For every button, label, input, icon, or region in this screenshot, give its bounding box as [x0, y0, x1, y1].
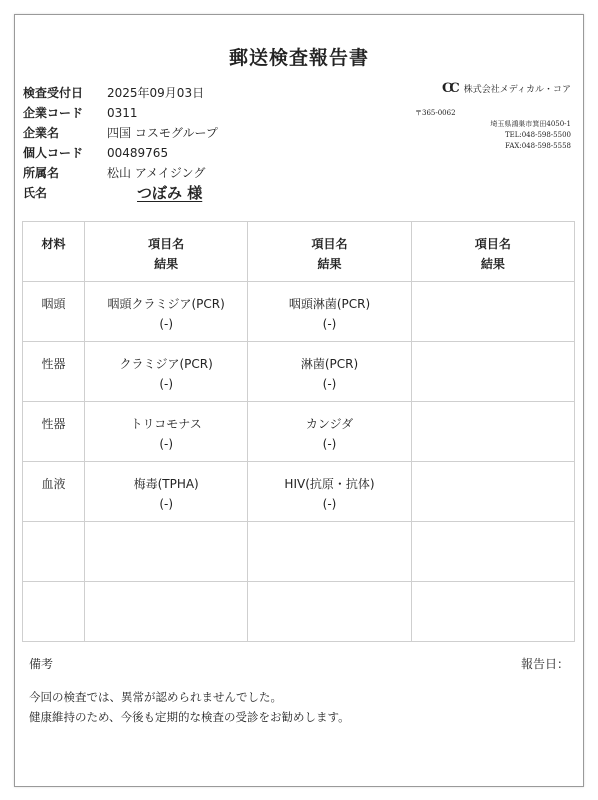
remarks-line: 健康維持のため、今後も定期的な検査の受診をお勧めします。 — [29, 710, 350, 724]
header-item-name: 項目名 — [311, 237, 348, 251]
test-result: (-) — [159, 377, 174, 391]
test-name: 咽頭淋菌(PCR) — [288, 297, 371, 311]
header-item — [85, 222, 248, 282]
material-cell: 性器 — [23, 402, 85, 462]
company-address: 埼玉県鴻巣市箕田4050-1 — [490, 120, 571, 128]
material-cell: 血液 — [23, 462, 85, 522]
table-header-row — [23, 222, 575, 282]
test-name: 咽頭クラミジア(PCR) — [107, 297, 225, 311]
test-result: (-) — [322, 497, 337, 511]
patient-name: つぼみ 様 — [137, 184, 203, 202]
test-cell — [248, 402, 411, 462]
company-tel: TEL:048-598-5500 — [504, 131, 571, 139]
header-item-name: 項目名 — [148, 237, 185, 251]
header-item-result: 結果 — [317, 257, 342, 271]
empty-cell — [411, 522, 574, 582]
table-row — [23, 282, 575, 342]
personal-code-row — [23, 143, 218, 163]
test-cell — [85, 282, 248, 342]
table-row — [23, 462, 575, 522]
company-code-value: 0311 — [107, 106, 138, 120]
test-cell — [411, 342, 574, 402]
empty-cell — [23, 582, 85, 642]
test-name: 梅毒(TPHA) — [133, 477, 199, 491]
remarks-text — [29, 687, 350, 727]
test-cell — [248, 462, 411, 522]
test-result: (-) — [159, 437, 174, 451]
report-sheet — [14, 14, 584, 787]
reception-date-row — [23, 83, 218, 103]
header-item — [411, 222, 574, 282]
affiliation-row — [23, 163, 218, 183]
table-row — [23, 342, 575, 402]
test-cell — [85, 342, 248, 402]
table-row-empty — [23, 522, 575, 582]
header-item-result: 結果 — [480, 257, 505, 271]
table-row-empty — [23, 582, 575, 642]
test-cell — [248, 282, 411, 342]
name-row — [23, 183, 218, 203]
test-cell — [411, 282, 574, 342]
company-fax: FAX:048-598-5558 — [505, 142, 571, 150]
test-result: (-) — [322, 317, 337, 331]
company-address-block — [401, 108, 571, 152]
report-date-label: 報告日： — [520, 657, 569, 671]
table-row — [23, 402, 575, 462]
test-name: トリコモナス — [130, 417, 202, 431]
company-name-label: 企業名 — [23, 126, 60, 140]
company-code-label: 企業コード — [23, 106, 84, 120]
test-cell — [85, 402, 248, 462]
material-cell: 性器 — [23, 342, 85, 402]
empty-cell — [23, 522, 85, 582]
test-result: (-) — [159, 317, 174, 331]
empty-cell — [85, 522, 248, 582]
reception-date-value: 2025年09月03日 — [107, 86, 205, 100]
personal-code-label: 個人コード — [23, 146, 84, 160]
header-material: 材料 — [23, 222, 85, 282]
test-cell — [248, 342, 411, 402]
header-item — [248, 222, 411, 282]
company-name-row — [23, 123, 218, 143]
test-result: (-) — [322, 437, 337, 451]
company-zip: 〒365-0062 — [415, 109, 456, 117]
header-item-result: 結果 — [154, 257, 179, 271]
reception-date-label: 検査受付日 — [23, 86, 84, 100]
personal-code-value: 00489765 — [107, 146, 169, 160]
test-name: カンジダ — [305, 417, 354, 431]
empty-cell — [248, 582, 411, 642]
company-logo-icon: CC — [442, 81, 457, 96]
empty-cell — [248, 522, 411, 582]
patient-info — [23, 83, 218, 203]
empty-cell — [411, 582, 574, 642]
name-label: 氏名 — [23, 186, 48, 200]
test-name: HIV(抗原・抗体) — [284, 477, 375, 491]
remarks-line: 今回の検査では、異常が認められませんでした。 — [29, 690, 282, 704]
results-table — [22, 221, 575, 642]
empty-cell — [85, 582, 248, 642]
document-title: 郵送検査報告書 — [228, 47, 369, 69]
test-cell — [411, 462, 574, 522]
test-result: (-) — [322, 377, 337, 391]
test-name: クラミジア(PCR) — [119, 357, 213, 371]
material-cell: 咽頭 — [23, 282, 85, 342]
company-block — [401, 81, 571, 152]
test-cell — [85, 462, 248, 522]
test-name: 淋菌(PCR) — [300, 357, 359, 371]
company-logo-text: 株式会社メディカル・コア — [463, 85, 571, 95]
company-name-value: 四国 コスモグループ — [107, 126, 218, 140]
affiliation-label: 所属名 — [23, 166, 60, 180]
company-logo — [401, 81, 571, 96]
remarks-label: 備考 — [29, 657, 54, 671]
company-code-row — [23, 103, 218, 123]
test-cell — [411, 402, 574, 462]
header-item-name: 項目名 — [474, 237, 511, 251]
affiliation-value: 松山 アメイジング — [107, 166, 206, 180]
test-result: (-) — [159, 497, 174, 511]
